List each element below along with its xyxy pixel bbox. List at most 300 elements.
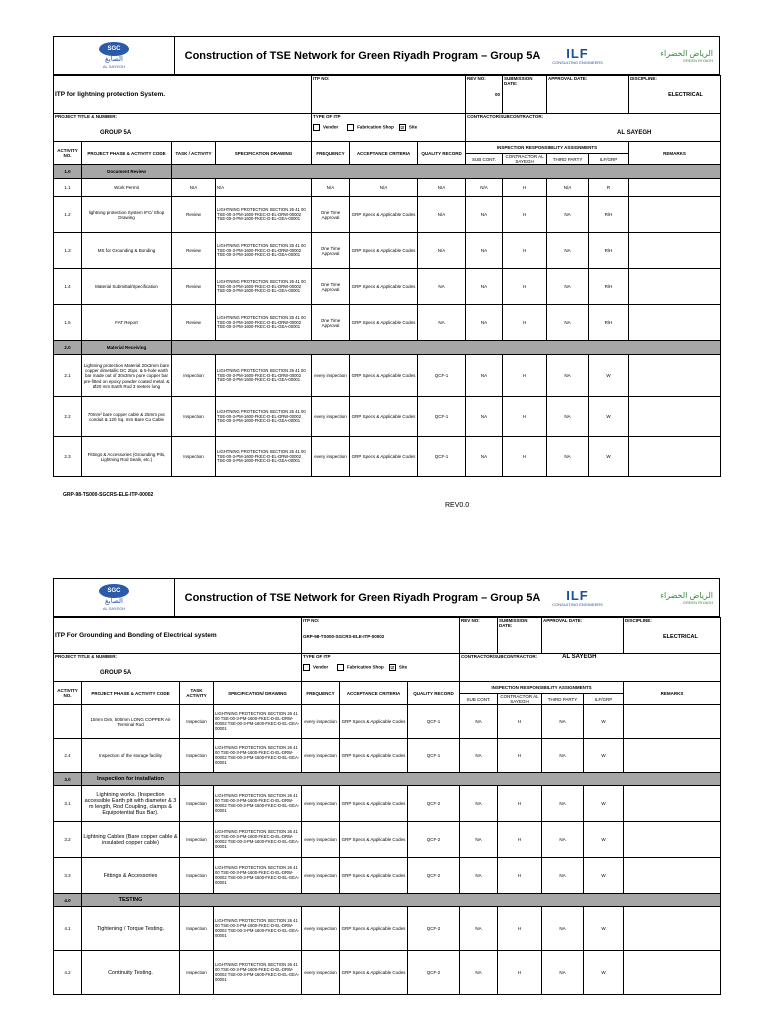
sub-cont-cell: NA <box>466 233 503 269</box>
itp-no-label: ITP NO: <box>303 618 320 623</box>
ilf-logo <box>550 579 605 616</box>
col-acceptance: ACCEPTANCE CRITERIA <box>350 142 418 165</box>
itp-rows <box>54 165 721 477</box>
acceptance-cell: GRP Specs & Applicable Codes <box>350 355 418 397</box>
section-filler <box>172 341 721 355</box>
submission-date-label: SUBMISSION DATE: <box>504 76 533 87</box>
section-number: 4.0 <box>54 894 82 907</box>
third-party-cell: NA <box>547 197 589 233</box>
activity-no-cell: 4.1 <box>54 907 82 951</box>
discipline-value: ELECTRICAL <box>668 91 703 98</box>
spec-cell: LIGHTNING PROTECTION SECTION 26 41 00 TSE-00-3-PM-1600-FKEC-D-EL-DRW-00002 TSE-00-3-PM-1600-FKEC-D-EL-GEA-00001 <box>214 858 302 894</box>
table-row <box>54 739 721 773</box>
section-number: 1.0 <box>54 165 82 179</box>
sub-cont-cell: NA <box>466 355 503 397</box>
acceptance-cell: GRP Specs & Applicable Codes <box>350 233 418 269</box>
activity-phase-cell: Fittings & Accessories <box>82 858 180 894</box>
third-party-cell: NA <box>542 822 584 858</box>
green-riyadh-logo <box>605 37 719 74</box>
third-party-cell: N/A <box>547 179 589 197</box>
quality-record-cell: NA <box>418 269 466 305</box>
task-cell: Inspection <box>172 355 216 397</box>
sub-cont-cell: NA <box>466 197 503 233</box>
section-number: 3.0 <box>54 773 82 786</box>
spec-cell: LIGHTNING PROTECTION SECTION 26 41 00 TSE-00-3-PM-1600-FKEC-D-EL-DRW-00002 TSE-00-3-PM-1600-FKEC-D-EL-GEA-00001 <box>216 233 312 269</box>
sheet-header <box>53 36 720 75</box>
acceptance-cell: GRP Specs & Applicable Codes <box>340 739 408 773</box>
section-row <box>54 341 721 355</box>
section-title: TESTING <box>82 894 180 907</box>
vendor-label: Vendor <box>313 665 329 671</box>
approval-date-label: APPROVAL DATE: <box>548 76 588 81</box>
acceptance-cell: GRP Specs & Applicable Codes <box>350 197 418 233</box>
quality-record-cell: QCF-2 <box>408 951 460 995</box>
sub-cont-cell: NA <box>466 269 503 305</box>
task-cell: Inspection <box>172 437 216 477</box>
spec-cell: LIGHTNING PROTECTION SECTION 26 41 00 TSE-00-3-PM-1600-FKEC-D-EL-DRW-00002 TSE-00-3-PM-1600-FKEC-D-EL-GEA-00001 <box>216 397 312 437</box>
ilf-cell: W <box>584 739 624 773</box>
col-spec: SPECIFICATION/ DRAWING <box>214 682 302 705</box>
discipline-label: DISCIPLINE: <box>625 618 652 623</box>
ilf-sub: CONSULTING ENGINEERS <box>552 601 603 607</box>
logo-mark: SGC <box>99 584 129 598</box>
contractor-cell: H <box>503 233 547 269</box>
site-label: Site <box>398 665 408 671</box>
itp-no-cell <box>302 618 460 654</box>
contractor-label: CONTRACTOR/SUBCONTRACTOR: <box>461 654 538 659</box>
activity-phase-cell: Lightning Cables (Bare copper cable & insulated copper cable) <box>82 822 180 858</box>
activity-phase-cell: Tightening / Torque Testing. <box>82 907 180 951</box>
contractor-cell: H <box>503 269 547 305</box>
col-quality: QUALITY RECORD <box>418 142 466 165</box>
spec-cell: LIGHTNING PROTECTION SECTION 26 41 00 TSE-00-3-PM-1600-FKEC-D-EL-DRW-00002 TSE-00-3-PM-1600-FKEC-D-EL-GEA-00001 <box>214 705 302 739</box>
approval-date-label: APPROVAL DATE: <box>543 618 583 623</box>
contractor-cell: H <box>498 739 542 773</box>
col-remarks: REMARKS <box>629 142 721 165</box>
sub-cont-cell: NA <box>460 786 498 822</box>
ilf-cell: W <box>584 951 624 995</box>
quality-record-cell: QCF-2 <box>408 858 460 894</box>
third-party-cell: NA <box>547 233 589 269</box>
discipline-label: DISCIPLINE: <box>630 76 657 81</box>
ilf-cell: R/H <box>589 197 629 233</box>
acceptance-cell: GRP Specs & Applicable Codes <box>350 305 418 341</box>
quality-record-cell: QCF-1 <box>418 397 466 437</box>
table-row <box>54 305 721 341</box>
remarks-cell <box>629 397 721 437</box>
type-of-itp-cell <box>302 654 460 682</box>
third-party-cell: NA <box>542 858 584 894</box>
ilf-cell: W <box>589 355 629 397</box>
spec-cell: LIGHTNING PROTECTION SECTION 26 41 00 TSE-00-3-PM-1600-FKEC-D-EL-DRW-00002 TSE-00-3-PM-1600-FKEC-D-EL-GEA-00001 <box>214 907 302 951</box>
site-checkbox[interactable]: ☑ <box>400 125 405 131</box>
acceptance-cell: GRP Specs & Applicable Codes <box>340 951 408 995</box>
sub-cont-cell: NA <box>466 305 503 341</box>
contractor-cell: H <box>503 197 547 233</box>
activity-phase-cell: FAT Report <box>82 305 172 341</box>
spec-cell: LIGHTNING PROTECTION SECTION 26 41 00 TSE-00-3-PM-1600-FKEC-D-EL-DRW-00002 TSE-00-3-PM-1600-FKEC-D-EL-GEA-00001 <box>216 269 312 305</box>
col-ilf: ILF/GRP <box>584 694 624 705</box>
acceptance-cell: GRP Specs & Applicable Codes <box>350 397 418 437</box>
rev-no-value: 00 <box>495 91 501 97</box>
section-row <box>54 894 721 907</box>
acceptance-cell: GRP Specs & Applicable Codes <box>340 705 408 739</box>
ilf-mark: ILF <box>566 587 589 603</box>
footer-rev: REV0.0 <box>445 502 470 509</box>
ilf-cell: R/H <box>589 305 629 341</box>
site-label: Site <box>408 125 418 131</box>
logo-mark: SGC <box>99 42 129 56</box>
section-row <box>54 165 721 179</box>
spec-cell: N/A <box>216 179 312 197</box>
ilf-cell: R/H <box>589 233 629 269</box>
itp-sheet-1 <box>53 36 720 509</box>
frequency-cell: every inspection <box>302 822 340 858</box>
submission-date-cell <box>503 76 547 114</box>
vendor-label: Vendor <box>323 125 339 131</box>
sub-cont-cell: NA <box>460 705 498 739</box>
task-cell: Inspection <box>180 786 214 822</box>
frequency-cell: every inspection <box>302 786 340 822</box>
section-filler <box>172 165 721 179</box>
activity-no-cell: 2.2 <box>54 397 82 437</box>
rev-no-label: REV NO: <box>467 76 486 81</box>
sub-cont-cell: NA <box>460 822 498 858</box>
quality-record-cell: N/A <box>418 179 466 197</box>
fabrication-shop-checkbox[interactable] <box>337 664 344 671</box>
activity-phase-cell: Work Permit <box>82 179 172 197</box>
remarks-cell <box>624 705 721 739</box>
project-title-label: PROJECT TITLE & NUMBER: <box>55 654 118 659</box>
quality-record-cell: QCF-2 <box>408 786 460 822</box>
task-cell: Inspection <box>172 397 216 437</box>
third-party-cell: NA <box>547 437 589 477</box>
contractor-value: AL SAYEGH <box>562 654 597 660</box>
frequency-cell: One Time Approval <box>312 197 350 233</box>
type-of-itp-label: TYPE OF ITP <box>303 654 331 659</box>
quality-record-cell: QCF-1 <box>418 437 466 477</box>
third-party-cell: NA <box>547 305 589 341</box>
activity-no-cell: 2.1 <box>54 355 82 397</box>
sub-cont-cell: N/A <box>466 179 503 197</box>
logo-arabic: الصايغ <box>105 598 123 605</box>
table-row <box>54 858 721 894</box>
quality-record-cell: QCF-2 <box>408 907 460 951</box>
remarks-cell <box>624 858 721 894</box>
activity-no-cell: 3.3 <box>54 858 82 894</box>
activity-no-cell <box>54 705 82 739</box>
table-row <box>54 179 721 197</box>
itp-rows <box>54 705 721 995</box>
acceptance-cell: N/A <box>350 179 418 197</box>
frequency-cell: every inspection <box>302 705 340 739</box>
col-quality: QUALITY RECORD <box>408 682 460 705</box>
spec-cell: LIGHTNING PROTECTION SECTION 26 41 00 TSE-00-3-PM-1600-FKEC-D-EL-DRW-00002 TSE-00-3-PM-1600-FKEC-D-EL-GEA-00001 <box>214 786 302 822</box>
spec-cell: LIGHTNING PROTECTION SECTION 26 41 00 TSE-00-3-PM-1600-FKEC-D-EL-DRW-00002 TSE-00-3-PM-1600-FKEC-D-EL-GEA-00001 <box>214 822 302 858</box>
col-project-phase: PROJECT PHASE & ACTIVITY CODE <box>82 682 180 705</box>
sub-cont-cell: NA <box>460 739 498 773</box>
col-task: TASK ACTIVITY <box>180 682 214 705</box>
logo-english: AL SAYEGH <box>102 606 126 611</box>
activity-phase-cell: Continuity Testing. <box>82 951 180 995</box>
remarks-cell <box>629 437 721 477</box>
frequency-cell: every inspection <box>312 437 350 477</box>
discipline-cell <box>629 76 721 114</box>
project-title-cell <box>54 114 312 142</box>
col-inspection-resp: INSPECTION RESPONSIBILITY ASSIGNMENTS <box>466 142 629 154</box>
logo-english: AL SAYEGH <box>102 64 126 69</box>
quality-record-cell: QCF-1 <box>408 739 460 773</box>
ilf-cell: W <box>589 437 629 477</box>
vendor-checkbox[interactable] <box>303 664 310 671</box>
section-number: 2.0 <box>54 341 82 355</box>
itp-table <box>53 75 721 477</box>
sub-cont-cell: NA <box>466 437 503 477</box>
activity-phase-cell: MS for Grounding & Bonding <box>82 233 172 269</box>
sheet-header <box>53 578 720 617</box>
sub-cont-cell: NA <box>466 397 503 437</box>
table-row <box>54 437 721 477</box>
submission-date-label: SUBMISSION DATE: <box>499 618 528 629</box>
contractor-cell: H <box>503 179 547 197</box>
table-row <box>54 786 721 822</box>
rev-no-cell <box>460 618 498 654</box>
activity-no-cell: 4.2 <box>54 951 82 995</box>
project-value: GROUP 5A <box>100 669 132 676</box>
vendor-checkbox[interactable] <box>313 124 320 131</box>
approval-date-cell <box>547 76 629 114</box>
col-ilf: ILF/GRP <box>589 154 629 165</box>
remarks-cell <box>624 739 721 773</box>
spec-cell: LIGHTNING PROTECTION SECTION 26 41 00 TSE-00-3-PM-1600-FKEC-D-EL-DRW-00002 TSE-00-3-PM-1600-FKEC-D-EL-GEA-00001 <box>216 437 312 477</box>
col-contractor: CONTRACTOR AL SAYEGH <box>498 694 542 705</box>
frequency-cell: every inspection <box>312 397 350 437</box>
activity-no-cell: 2.3 <box>54 437 82 477</box>
green-riyadh-english: GREEN RIYADH <box>682 57 713 63</box>
itp-no-value: GRP-98-TS000-SGCRS-ELE-ITP-00002 <box>303 633 385 639</box>
col-sub-cont: SUB CONT. <box>460 694 498 705</box>
acceptance-cell: GRP Specs & Applicable Codes <box>340 907 408 951</box>
third-party-cell: NA <box>542 907 584 951</box>
table-row <box>54 397 721 437</box>
section-title: Material Receiving <box>82 341 172 355</box>
frequency-cell: every inspection <box>302 907 340 951</box>
remarks-cell <box>629 233 721 269</box>
contractor-cell <box>460 654 721 682</box>
task-cell: Inspection <box>180 739 214 773</box>
contractor-cell: H <box>498 951 542 995</box>
acceptance-cell: GRP Specs & Applicable Codes <box>340 786 408 822</box>
frequency-cell: every inspection <box>302 951 340 995</box>
col-third-party: THIRD PARTY <box>542 694 584 705</box>
activity-phase-cell: 70mm² bare copper cable & 25mm pvc conduit & 120 Sq. mm Bare Cu Cable <box>82 397 172 437</box>
contractor-cell: H <box>503 397 547 437</box>
green-riyadh-arabic: الرياض الخضراء <box>660 48 713 58</box>
acceptance-cell: GRP Specs & Applicable Codes <box>350 437 418 477</box>
table-row <box>54 355 721 397</box>
project-title: Construction of TSE Network for Green Riyadh Program – Group 5A <box>184 591 541 604</box>
col-inspection-resp: INSPECTION RESPONSIBILITY ASSIGNMENTS <box>460 682 624 694</box>
contractor-cell: H <box>503 355 547 397</box>
submission-date-cell <box>498 618 542 654</box>
itp-table <box>53 617 721 995</box>
discipline-cell <box>624 618 721 654</box>
third-party-cell: NA <box>542 705 584 739</box>
activity-no-cell: 3.1 <box>54 786 82 822</box>
remarks-cell <box>624 786 721 822</box>
contractor-cell: H <box>498 858 542 894</box>
table-row <box>54 907 721 951</box>
col-project-phase: PROJECT PHASE & ACTIVITY CODE <box>82 142 172 165</box>
contractor-cell: H <box>498 705 542 739</box>
spec-cell: LIGHTNING PROTECTION SECTION 26 41 00 TSE-00-3-PM-1600-FKEC-D-EL-DRW-00002 TSE-00-3-PM-1600-FKEC-D-EL-GEA-00001 <box>216 197 312 233</box>
spec-cell: LIGHTNING PROTECTION SECTION 26 41 00 TSE-00-3-PM-1600-FKEC-D-EL-DRW-00002 TSE-00-3-PM-1600-FKEC-D-EL-GEA-00001 <box>214 951 302 995</box>
fabrication-shop-label: Fabrication Shop <box>357 125 394 131</box>
contractor-value: AL SAYEGH <box>617 129 652 136</box>
table-row <box>54 951 721 995</box>
ilf-cell: W <box>584 822 624 858</box>
col-acceptance: ACCEPTANCE CRITERIA <box>340 682 408 705</box>
col-task: TASK / ACTIVITY <box>172 142 216 165</box>
col-frequency: FREQUENCY <box>312 142 350 165</box>
itp-no-cell <box>312 76 466 114</box>
fabrication-shop-label: Fabrication Shop <box>347 665 384 671</box>
activity-phase-cell: Lightning works. (Inspection accessible Earth pit with diameter & 3 m length, Rod Coupling, clamps & Equipotential Bus Bar). <box>82 786 180 822</box>
remarks-cell <box>624 951 721 995</box>
remarks-cell <box>629 179 721 197</box>
acceptance-cell: GRP Specs & Applicable Codes <box>350 269 418 305</box>
remarks-cell <box>629 269 721 305</box>
activity-phase-cell: Fittings & Accessories (Grounding Pits, Lightning Rod Seals, etc.) <box>82 437 172 477</box>
activity-phase-cell: 15mm Dim, 500mm LONG COPPER Air Terminal Rod <box>82 705 180 739</box>
task-cell: Review <box>172 269 216 305</box>
contractor-cell: H <box>498 786 542 822</box>
contractor-cell: H <box>503 305 547 341</box>
project-value: GROUP 5A <box>100 129 132 136</box>
activity-no-cell: 1.2 <box>54 197 82 233</box>
third-party-cell: NA <box>547 269 589 305</box>
ilf-cell: W <box>584 858 624 894</box>
ilf-mark: ILF <box>566 45 589 61</box>
task-cell: Review <box>172 197 216 233</box>
activity-phase-cell: Inspection of the storage facility <box>82 739 180 773</box>
itp-no-label: ITP NO: <box>313 76 330 81</box>
frequency-cell: N/A <box>312 179 350 197</box>
quality-record-cell: N/A <box>418 197 466 233</box>
project-title: Construction of TSE Network for Green Riyadh Program – Group 5A <box>184 49 541 62</box>
project-title-label: PROJECT TITLE & NUMBER: <box>55 114 118 119</box>
quality-record-cell: QCF-1 <box>408 705 460 739</box>
spec-cell: LIGHTNING PROTECTION SECTION 26 41 00 TSE-00-3-PM-1600-FKEC-D-EL-DRW-00002 TSE-00-3-PM-1600-FKEC-D-EL-GEA-00001 <box>214 739 302 773</box>
discipline-value: ELECTRICAL <box>663 633 698 640</box>
frequency-cell: every inspection <box>302 858 340 894</box>
al-sayegh-logo <box>54 579 175 616</box>
col-remarks: REMARKS <box>624 682 721 705</box>
table-row <box>54 197 721 233</box>
frequency-cell: every inspection <box>302 739 340 773</box>
type-of-itp-cell <box>312 114 466 142</box>
remarks-cell <box>629 197 721 233</box>
spec-cell: LIGHTNING PROTECTION SECTION 26 41 00 TSE-00-3-PM-1600-FKEC-D-EL-DRW-00002 TSE-00-3-PM-1600-FKEC-D-EL-GEA-00001 <box>216 305 312 341</box>
col-spec: SPECIFICATION DRAWING <box>216 142 312 165</box>
frequency-cell: every inspection <box>312 355 350 397</box>
sub-cont-cell: NA <box>460 858 498 894</box>
col-third-party: THIRD PARTY <box>547 154 589 165</box>
task-cell: Inspection <box>180 951 214 995</box>
activity-no-cell: 1.4 <box>54 269 82 305</box>
remarks-cell <box>624 907 721 951</box>
spec-cell: LIGHTNING PROTECTION SECTION 26 41 00 TSE-00-3-PM-1600-FKEC-D-EL-DRW-00002 TSE-00-3-PM-1600-FKEC-D-EL-GEA-00001 <box>216 355 312 397</box>
type-of-itp-label: TYPE OF ITP <box>313 114 341 119</box>
activity-no-cell: 3.2 <box>54 822 82 858</box>
site-checkbox[interactable]: ☑ <box>390 665 395 671</box>
third-party-cell: NA <box>547 355 589 397</box>
activity-no-cell: 1.5 <box>54 305 82 341</box>
green-riyadh-english: GREEN RIYADH <box>682 599 713 605</box>
contractor-cell: H <box>498 822 542 858</box>
activity-phase-cell: Lightning protection Material 20x3mm bare copper dimetallic DC 2tips. & 5-hole earth bar made out of 30x3mm pure copper bar pre-fitted on epoxy powder coated metal. & Ø20 mm Earth Rod 3 meters long <box>82 355 172 397</box>
col-sub-cont: SUB CONT. <box>466 154 503 165</box>
table-row <box>54 269 721 305</box>
quality-record-cell: QCF-2 <box>408 822 460 858</box>
contractor-label: CONTRACTOR/SUBCONTRACTOR: <box>467 114 544 119</box>
rev-no-cell <box>466 76 503 114</box>
ilf-cell: W <box>584 705 624 739</box>
third-party-cell: NA <box>542 786 584 822</box>
acceptance-cell: GRP Specs & Applicable Codes <box>340 858 408 894</box>
rev-no-label: REV NO: <box>461 618 480 623</box>
activity-phase-cell: Material Submittal/Specification <box>82 269 172 305</box>
logo-arabic: الصايغ <box>105 56 123 63</box>
quality-record-cell: QCF-1 <box>418 355 466 397</box>
frequency-cell: One Time Approval <box>312 305 350 341</box>
section-filler <box>180 773 721 786</box>
task-cell: Inspection <box>180 858 214 894</box>
frequency-cell: One Time Approval <box>312 233 350 269</box>
quality-record-cell: N/A <box>418 233 466 269</box>
ilf-cell: R <box>589 179 629 197</box>
al-sayegh-logo <box>54 37 175 74</box>
contractor-cell: H <box>498 907 542 951</box>
contractor-cell: H <box>503 437 547 477</box>
col-activity-no: ACTIVITY NO. <box>54 682 82 705</box>
table-row <box>54 705 721 739</box>
green-riyadh-arabic: الرياض الخضراء <box>660 590 713 600</box>
document-title: ITP for lightning protection System. <box>54 76 312 114</box>
section-title: Document Review <box>82 165 172 179</box>
green-riyadh-logo <box>605 579 719 616</box>
section-title: Inspection for installation <box>82 773 180 786</box>
ilf-cell: W <box>589 397 629 437</box>
sub-cont-cell: NA <box>460 907 498 951</box>
ilf-cell: W <box>584 907 624 951</box>
activity-no-cell: 1.3 <box>54 233 82 269</box>
fabrication-shop-checkbox[interactable] <box>347 124 354 131</box>
activity-no-cell: 1.1 <box>54 179 82 197</box>
sub-cont-cell: NA <box>460 951 498 995</box>
ilf-sub: CONSULTING ENGINEERS <box>552 59 603 65</box>
itp-sheet-2 <box>53 578 720 995</box>
ilf-logo <box>550 37 605 74</box>
remarks-cell <box>624 822 721 858</box>
task-cell: Inspection <box>180 907 214 951</box>
section-filler <box>180 894 721 907</box>
document-title: ITP For Grounding and Bonding of Electrical system <box>54 618 302 654</box>
quality-record-cell: NA <box>418 305 466 341</box>
contractor-cell <box>466 114 721 142</box>
task-cell: Review <box>172 305 216 341</box>
table-row <box>54 822 721 858</box>
